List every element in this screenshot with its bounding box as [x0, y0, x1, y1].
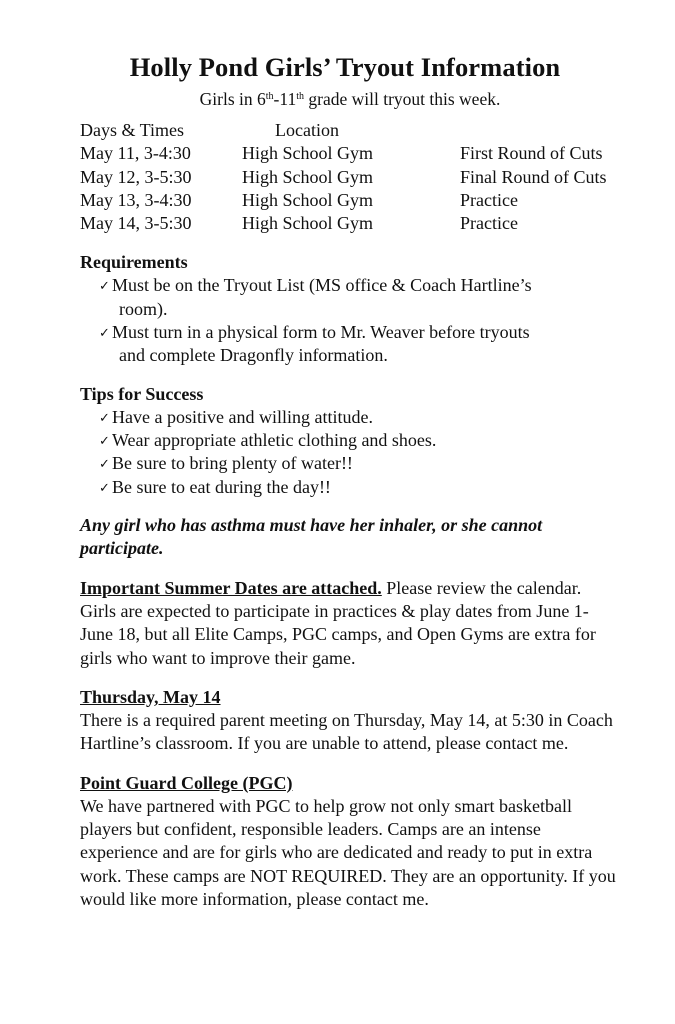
schedule-day: May 13, 3-4:30 — [80, 189, 192, 210]
schedule-note: Practice — [460, 213, 518, 234]
list-item — [99, 274, 620, 321]
tip-text: Have a positive and willing attitude. — [112, 406, 373, 427]
checkmark-icon: ✓ — [99, 456, 110, 472]
schedule-row — [80, 212, 607, 235]
schedule-day: May 11, 3-4:30 — [80, 143, 191, 164]
pgc-heading: Point Guard College (PGC) — [80, 772, 293, 793]
requirement-text-cont: and complete Dragonfly information. — [119, 345, 388, 366]
tip-text: Be sure to bring plenty of water!! — [112, 453, 353, 474]
schedule-day: May 14, 3-5:30 — [80, 213, 192, 234]
tips-list — [80, 406, 620, 499]
meeting-text: There is a required parent meeting on Thursday, May 14, at 5:30 in Coach Hartline’s classroom. If you are unable to attend, please contact me. — [80, 710, 613, 754]
list-item — [99, 321, 620, 368]
header-location: Location — [275, 120, 339, 140]
meeting-heading: Thursday, May 14 — [80, 687, 221, 708]
checkmark-icon: ✓ — [99, 325, 110, 341]
requirements-heading: Requirements — [80, 252, 188, 273]
pgc-text: We have partnered with PGC to help grow not only smart basketball players but confident, responsible leaders. Camps are an intense experience and are for girls who are dedicated and ready to put in extra work. These camps are NOT REQUIRED. They are an opportunity. If you would like more information, please contact me. — [80, 795, 616, 909]
flyer-page — [80, 52, 620, 911]
list-item — [99, 476, 620, 499]
tips-heading: Tips for Success — [80, 383, 204, 404]
schedule-location: High School Gym — [242, 143, 374, 164]
requirement-text-cont: room). — [119, 298, 168, 319]
schedule-table — [80, 119, 607, 235]
pgc-section — [80, 772, 620, 911]
list-item — [99, 406, 620, 429]
schedule-day: May 12, 3-5:30 — [80, 166, 192, 187]
requirement-text: Must be on the Tryout List (MS office & Coach Hartline’s — [112, 275, 532, 296]
schedule-location: High School Gym — [242, 166, 374, 187]
tips-section — [80, 383, 620, 499]
schedule-location: High School Gym — [242, 213, 374, 234]
summer-dates-paragraph — [80, 577, 620, 670]
list-item — [99, 429, 620, 452]
tip-text: Be sure to eat during the day!! — [112, 476, 331, 497]
summer-dates-lead: Important Summer Dates are attached. — [80, 577, 382, 598]
meeting-section — [80, 686, 620, 756]
checkmark-icon: ✓ — [99, 432, 110, 448]
schedule-header-row — [80, 119, 607, 142]
requirement-text: Must turn in a physical form to Mr. Weaver before tryouts — [112, 322, 530, 343]
subtitle-sup-1: th — [265, 91, 274, 102]
subtitle-mid: -11 — [273, 89, 297, 109]
summer-dates-text: Please review the calendar. Girls are expected to participate in practices & play dates from June 1-June 18, but all Elite Camps, PGC camps, and Open Gyms are extra for girls who want to improve their game. — [80, 577, 596, 668]
subtitle-pre: Girls in 6 — [199, 89, 266, 109]
header-days-times: Days & Times — [80, 120, 185, 140]
tip-text: Wear appropriate athletic clothing and shoes. — [112, 429, 437, 450]
schedule-note: First Round of Cuts — [460, 143, 603, 164]
schedule-note: Practice — [460, 189, 518, 210]
schedule-location: High School Gym — [242, 189, 374, 210]
checkmark-icon: ✓ — [99, 409, 110, 425]
checkmark-icon: ✓ — [99, 479, 110, 495]
requirements-list — [80, 274, 620, 367]
subtitle-post: grade will tryout this week. — [304, 89, 501, 109]
list-item — [99, 452, 620, 475]
schedule-row — [80, 189, 607, 212]
subtitle — [80, 88, 620, 110]
schedule-row — [80, 142, 607, 165]
subtitle-sup-2: th — [296, 91, 304, 102]
asthma-note: Any girl who has asthma must have her inhaler, or she cannot participate. — [80, 514, 543, 559]
requirements-section — [80, 251, 620, 367]
schedule-row — [80, 166, 607, 189]
schedule-note: Final Round of Cuts — [460, 166, 607, 187]
page-title: Holly Pond Girls’ Tryout Information — [129, 52, 561, 82]
checkmark-icon: ✓ — [99, 278, 110, 294]
header-notes — [460, 119, 607, 142]
